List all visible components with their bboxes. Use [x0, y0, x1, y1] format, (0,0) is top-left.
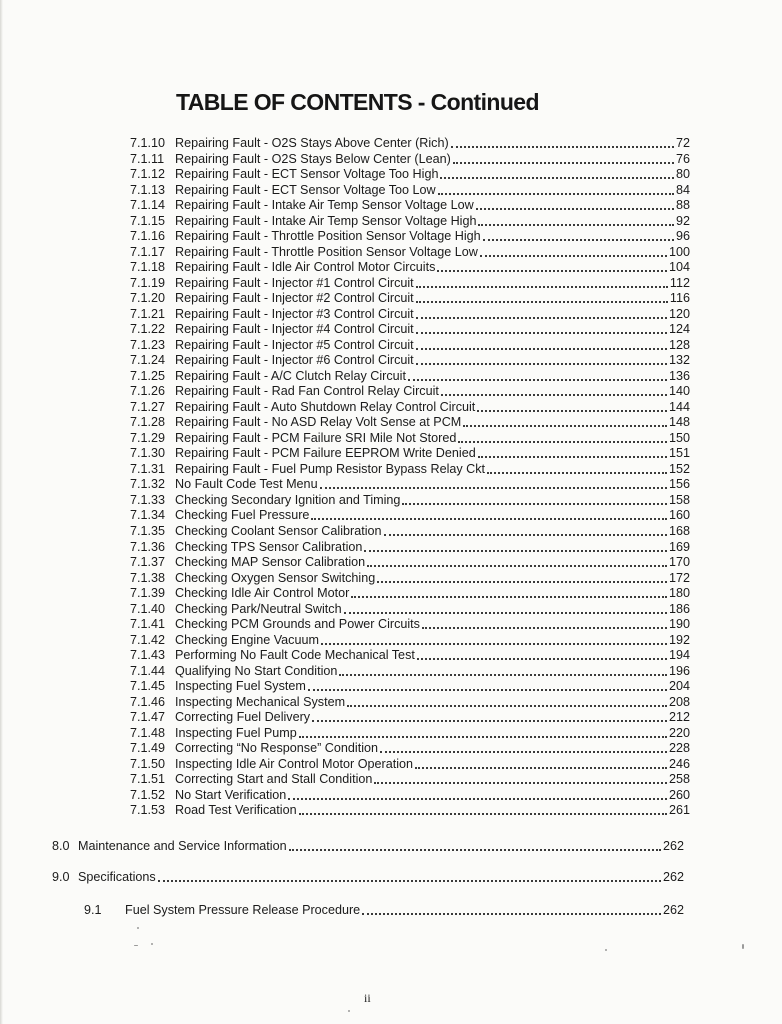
- toc-entry: [130, 801, 690, 817]
- toc-entry-title: Repairing Fault - ECT Sensor Voltage Too High: [175, 167, 439, 181]
- toc-entry-title: Correcting Start and Stall Condition: [175, 772, 373, 786]
- toc-entry-title: Checking Coolant Sensor Calibration: [175, 524, 382, 538]
- toc-entry-number: 7.1.18: [130, 260, 166, 274]
- dot-leader: [441, 393, 667, 396]
- toc-entry-page: 84: [675, 183, 690, 197]
- toc-entry-number: 7.1.39: [130, 586, 166, 600]
- toc-entry: [52, 868, 684, 884]
- toc-entry: [130, 662, 690, 678]
- toc-entry-page: 112: [669, 276, 690, 290]
- toc-entry: [130, 382, 690, 398]
- toc-entry: [130, 274, 690, 290]
- toc-entry-title: Checking Park/Neutral Switch: [175, 602, 342, 616]
- toc-entry-number: 7.1.41: [130, 617, 166, 631]
- toc-entry-number: 7.1.51: [130, 772, 166, 786]
- dot-leader: [416, 300, 668, 303]
- toc-entry-number: 7.1.33: [130, 493, 166, 507]
- toc-entry: [130, 243, 690, 259]
- page-title: TABLE OF CONTENTS - Continued: [176, 89, 539, 115]
- toc-entry-number: 7.1.25: [130, 369, 166, 383]
- toc-entry-page: 220: [668, 726, 690, 740]
- toc-entry-number: 7.1.19: [130, 276, 166, 290]
- toc-entry-title: Checking MAP Sensor Calibration: [175, 555, 366, 569]
- dot-leader: [416, 362, 667, 365]
- toc-entry: [130, 538, 690, 554]
- dot-leader: [453, 161, 674, 164]
- dot-leader: [402, 502, 667, 505]
- dot-leader: [477, 409, 667, 412]
- toc-entry-number: 7.1.20: [130, 291, 166, 305]
- toc-entry-page: 190: [668, 617, 690, 631]
- dot-leader: [458, 440, 667, 443]
- dot-leader: [289, 848, 661, 851]
- dot-leader: [347, 704, 667, 707]
- toc-entry-title: Checking Fuel Pressure: [175, 508, 310, 522]
- toc-entry: [130, 677, 690, 693]
- toc-entry-number: 7.1.47: [130, 710, 166, 724]
- toc-entry: [130, 258, 690, 274]
- toc-entry: [130, 646, 690, 662]
- dot-leader: [377, 580, 667, 583]
- toc-entry: [130, 584, 690, 600]
- toc-entry: [130, 631, 690, 647]
- toc-entry-page: 100: [668, 245, 690, 259]
- toc-entry-number: 7.1.10: [130, 136, 166, 150]
- toc-entry-page: 246: [668, 757, 690, 771]
- toc-entry-page: 180: [668, 586, 690, 600]
- toc-entry: [130, 460, 690, 476]
- toc-entry-title: Inspecting Fuel System: [175, 679, 306, 693]
- dot-leader: [311, 517, 667, 520]
- toc-entry-title: Repairing Fault - Throttle Position Sensor Voltage Low: [175, 245, 478, 259]
- toc-entry-page: 124: [668, 322, 690, 336]
- toc-entry-title: Repairing Fault - ECT Sensor Voltage Too Low: [175, 183, 436, 197]
- toc-entry-page: 160: [668, 508, 690, 522]
- dot-leader: [417, 657, 667, 660]
- toc-entry-number: 7.1.53: [130, 803, 166, 817]
- toc-entry-page: 132: [668, 353, 690, 367]
- toc-entry-title: Repairing Fault - O2S Stays Below Center (Lean): [175, 152, 451, 166]
- toc-entry-number: 7.1.38: [130, 571, 166, 585]
- toc-entry-page: 204: [668, 679, 690, 693]
- toc-entry-page: 260: [668, 788, 690, 802]
- dot-leader: [312, 719, 667, 722]
- toc-entry: [130, 134, 690, 150]
- toc-entry-page: 170: [668, 555, 690, 569]
- toc-entry-number: 7.1.31: [130, 462, 166, 476]
- toc-entry-title: Inspecting Mechanical System: [175, 695, 346, 709]
- toc-entry-page: 196: [668, 664, 690, 678]
- toc-entry-page: 72: [675, 136, 690, 150]
- toc-entry-title: Inspecting Idle Air Control Motor Operation: [175, 757, 414, 771]
- toc-entry-page: 140: [668, 384, 690, 398]
- toc-entry-page: 168: [668, 524, 690, 538]
- toc-entry-number: 7.1.24: [130, 353, 166, 367]
- toc-entry: [130, 336, 690, 352]
- toc-entry-number: 7.1.16: [130, 229, 166, 243]
- toc-entry-number: 7.1.48: [130, 726, 166, 740]
- toc-entry: [130, 739, 690, 755]
- dot-leader: [451, 145, 674, 148]
- toc-entry-page: 88: [675, 198, 690, 212]
- toc-entry: [130, 351, 690, 367]
- toc-entry-page: 261: [668, 803, 690, 817]
- toc-entry: [130, 305, 690, 321]
- toc-entry: [130, 693, 690, 709]
- toc-entry: [52, 837, 684, 853]
- toc-entry-number: 7.1.50: [130, 757, 166, 771]
- dot-leader: [351, 595, 667, 598]
- toc-entry-number: 7.1.40: [130, 602, 166, 616]
- dot-leader: [476, 207, 674, 210]
- dot-leader: [344, 611, 667, 614]
- dot-leader: [463, 424, 667, 427]
- scan-speck: [348, 1010, 350, 1012]
- dot-leader: [487, 471, 667, 474]
- toc-entry-number: 7.1.32: [130, 477, 166, 491]
- dot-leader: [422, 626, 667, 629]
- dot-leader: [288, 797, 667, 800]
- toc-entry: [130, 367, 690, 383]
- toc-entry-number: 7.1.27: [130, 400, 166, 414]
- toc-entry: [130, 553, 690, 569]
- toc-entry-title: Repairing Fault - Injector #2 Control Circuit: [175, 291, 414, 305]
- toc-entry-page: 158: [668, 493, 690, 507]
- toc-entry-number: 7.1.21: [130, 307, 166, 321]
- page-edge: [0, 0, 3, 1024]
- scan-speck: [151, 943, 153, 945]
- toc-entry: [130, 181, 690, 197]
- toc-entry-number: 7.1.17: [130, 245, 166, 259]
- dot-leader: [374, 781, 667, 784]
- toc-entry-page: 80: [675, 167, 690, 181]
- toc-entry-page: 104: [668, 260, 690, 274]
- toc-entry-number: 7.1.22: [130, 322, 166, 336]
- toc-entry-page: 192: [668, 633, 690, 647]
- toc-entry: [130, 444, 690, 460]
- toc-entry: [130, 755, 690, 771]
- toc-entry: [130, 398, 690, 414]
- dot-leader: [416, 316, 667, 319]
- toc-entry-number: 7.1.12: [130, 167, 166, 181]
- toc-entry-page: 96: [675, 229, 690, 243]
- dot-leader: [416, 347, 667, 350]
- toc-entry-page: 212: [668, 710, 690, 724]
- toc-entry: [130, 506, 690, 522]
- toc-entry-number: 7.1.36: [130, 540, 166, 554]
- toc-entry-title: Repairing Fault - Intake Air Temp Sensor Voltage Low: [175, 198, 474, 212]
- toc-entry-number: 7.1.14: [130, 198, 166, 212]
- toc-entry-number: 7.1.23: [130, 338, 166, 352]
- toc-entry-page: 120: [668, 307, 690, 321]
- toc-entry: [130, 569, 690, 585]
- toc-entry-number: 7.1.45: [130, 679, 166, 693]
- toc-entry-number: 7.1.30: [130, 446, 166, 460]
- toc-entry-title: Checking Idle Air Control Motor: [175, 586, 350, 600]
- toc-entry-title: Inspecting Fuel Pump: [175, 726, 297, 740]
- toc-entry-number: 9.1: [84, 903, 102, 917]
- dot-leader: [299, 812, 667, 815]
- toc-entry: [84, 901, 684, 917]
- toc-entry-title: Correcting Fuel Delivery: [175, 710, 311, 724]
- dot-leader: [158, 879, 661, 882]
- toc-entry: [130, 522, 690, 538]
- toc-entry-page: 152: [668, 462, 690, 476]
- toc-entry-number: 7.1.15: [130, 214, 166, 228]
- toc-entry-title: Maintenance and Service Information: [78, 839, 287, 853]
- toc-entry-number: 7.1.28: [130, 415, 166, 429]
- toc-entry-title: Checking TPS Sensor Calibration: [175, 540, 363, 554]
- toc-entry: [130, 227, 690, 243]
- toc-entry: [130, 212, 690, 228]
- dot-leader: [478, 223, 674, 226]
- toc-entry-page: 76: [675, 152, 690, 166]
- toc-entry-page: 262: [662, 870, 684, 884]
- toc-entry: [130, 196, 690, 212]
- toc-entry-title: No Start Verification: [175, 788, 287, 802]
- toc-entry-title: Road Test Verification: [175, 803, 297, 817]
- dot-leader: [483, 238, 674, 241]
- toc-entry-title: Repairing Fault - Injector #5 Control Circuit: [175, 338, 414, 352]
- toc-entry: [130, 165, 690, 181]
- toc-entry-page: 228: [668, 741, 690, 755]
- toc-entry-page: 186: [668, 602, 690, 616]
- toc-entry-page: 128: [668, 338, 690, 352]
- toc-entry-number: 7.1.13: [130, 183, 166, 197]
- toc-entry: [130, 600, 690, 616]
- dot-leader: [364, 549, 667, 552]
- toc-entry: [130, 724, 690, 740]
- toc-entry: [130, 150, 690, 166]
- toc-entry-page: 156: [668, 477, 690, 491]
- toc-entry-page: 258: [668, 772, 690, 786]
- toc-entry: [130, 615, 690, 631]
- toc-entry-title: Fuel System Pressure Release Procedure: [125, 903, 361, 917]
- toc-entry-number: 7.1.46: [130, 695, 166, 709]
- toc-entry: [130, 320, 690, 336]
- toc-entry-page: 172: [668, 571, 690, 585]
- toc-entry-title: Specifications: [78, 870, 156, 884]
- toc-entry: [130, 786, 690, 802]
- toc-entry-title: Repairing Fault - PCM Failure SRI Mile Not Stored: [175, 431, 457, 445]
- scan-speck: [137, 927, 139, 929]
- toc-entry-title: Repairing Fault - O2S Stays Above Center (Rich): [175, 136, 449, 150]
- toc-entry: [130, 413, 690, 429]
- dot-leader: [437, 269, 667, 272]
- toc-entry: [130, 475, 690, 491]
- toc-entry: [130, 708, 690, 724]
- dot-leader: [362, 912, 661, 915]
- toc-entry: [130, 289, 690, 305]
- toc-entry-page: 150: [668, 431, 690, 445]
- toc-entry-title: Repairing Fault - Injector #3 Control Circuit: [175, 307, 414, 321]
- dot-leader: [416, 331, 667, 334]
- toc-entry-title: Checking Engine Vacuum: [175, 633, 319, 647]
- dot-leader: [384, 533, 667, 536]
- toc-entry-page: 262: [662, 839, 684, 853]
- toc-entry: [130, 429, 690, 445]
- toc-entry-number: 7.1.11: [130, 152, 165, 166]
- toc-entry: [130, 491, 690, 507]
- toc-entry-title: Checking Oxygen Sensor Switching: [175, 571, 376, 585]
- dot-leader: [380, 750, 667, 753]
- toc-entry-title: Qualifying No Start Condition: [175, 664, 338, 678]
- toc-entry-page: 92: [675, 214, 690, 228]
- dot-leader: [408, 378, 667, 381]
- toc-entry-number: 7.1.52: [130, 788, 166, 802]
- toc-entry-page: 144: [668, 400, 690, 414]
- toc-entry-page: 116: [669, 291, 690, 305]
- dot-leader: [367, 564, 667, 567]
- toc-entry-number: 7.1.29: [130, 431, 166, 445]
- toc-entry-title: Repairing Fault - No ASD Relay Volt Sense at PCM: [175, 415, 462, 429]
- toc-entry-title: Checking PCM Grounds and Power Circuits: [175, 617, 420, 631]
- dot-leader: [478, 455, 667, 458]
- toc-entry-number: 7.1.43: [130, 648, 166, 662]
- toc-entry-title: Repairing Fault - PCM Failure EEPROM Write Denied: [175, 446, 476, 460]
- dot-leader: [321, 642, 667, 645]
- toc-entry-page: 136: [668, 369, 690, 383]
- toc-entry-title: Repairing Fault - Intake Air Temp Sensor Voltage High: [175, 214, 477, 228]
- toc-entry-title: Repairing Fault - A/C Clutch Relay Circuit: [175, 369, 406, 383]
- dot-leader: [339, 673, 667, 676]
- dot-leader: [480, 254, 667, 257]
- toc-entry: [130, 770, 690, 786]
- toc-entry-number: 7.1.44: [130, 664, 166, 678]
- toc-entry-title: No Fault Code Test Menu: [175, 477, 318, 491]
- scan-speck: [134, 945, 138, 946]
- page-number: ii: [364, 991, 371, 1005]
- toc-entry-title: Repairing Fault - Rad Fan Control Relay Circuit: [175, 384, 439, 398]
- toc-entry-title: Repairing Fault - Injector #6 Control Circuit: [175, 353, 414, 367]
- dot-leader: [320, 486, 667, 489]
- toc-entry-page: 194: [668, 648, 690, 662]
- dot-leader: [299, 735, 667, 738]
- toc-entry-number: 9.0: [52, 870, 70, 884]
- dot-leader: [438, 192, 674, 195]
- toc-entry-title: Repairing Fault - Injector #4 Control Circuit: [175, 322, 414, 336]
- toc-entry-title: Repairing Fault - Throttle Position Sensor Voltage High: [175, 229, 481, 243]
- toc-entry-page: 148: [668, 415, 690, 429]
- scan-speck: [742, 944, 744, 949]
- toc-entry-page: 151: [668, 446, 690, 460]
- toc-entry-number: 8.0: [52, 839, 70, 853]
- toc-entry-title: Repairing Fault - Auto Shutdown Relay Control Circuit: [175, 400, 476, 414]
- toc-entry-number: 7.1.37: [130, 555, 166, 569]
- dot-leader: [308, 688, 667, 691]
- toc-entry-number: 7.1.26: [130, 384, 166, 398]
- toc-entry-title: Checking Secondary Ignition and Timing: [175, 493, 401, 507]
- toc-entry-title: Repairing Fault - Injector #1 Control Circuit: [175, 276, 414, 290]
- dot-leader: [440, 176, 674, 179]
- scan-speck: [605, 949, 607, 951]
- toc-entry-number: 7.1.34: [130, 508, 166, 522]
- toc-entry-title: Repairing Fault - Idle Air Control Motor Circuits: [175, 260, 436, 274]
- dot-leader: [416, 285, 668, 288]
- toc-entry-number: 7.1.42: [130, 633, 166, 647]
- toc-entry-page: 208: [668, 695, 690, 709]
- toc-entry-title: Performing No Fault Code Mechanical Test: [175, 648, 415, 662]
- dot-leader: [415, 766, 667, 769]
- toc-entry-page: 262: [662, 903, 684, 917]
- toc-entry-title: Repairing Fault - Fuel Pump Resistor Bypass Relay Ckt: [175, 462, 486, 476]
- toc-entry-title: Correcting “No Response” Condition: [175, 741, 378, 755]
- toc-entry-page: 169: [668, 540, 690, 554]
- toc-entry-number: 7.1.35: [130, 524, 166, 538]
- toc-entry-number: 7.1.49: [130, 741, 166, 755]
